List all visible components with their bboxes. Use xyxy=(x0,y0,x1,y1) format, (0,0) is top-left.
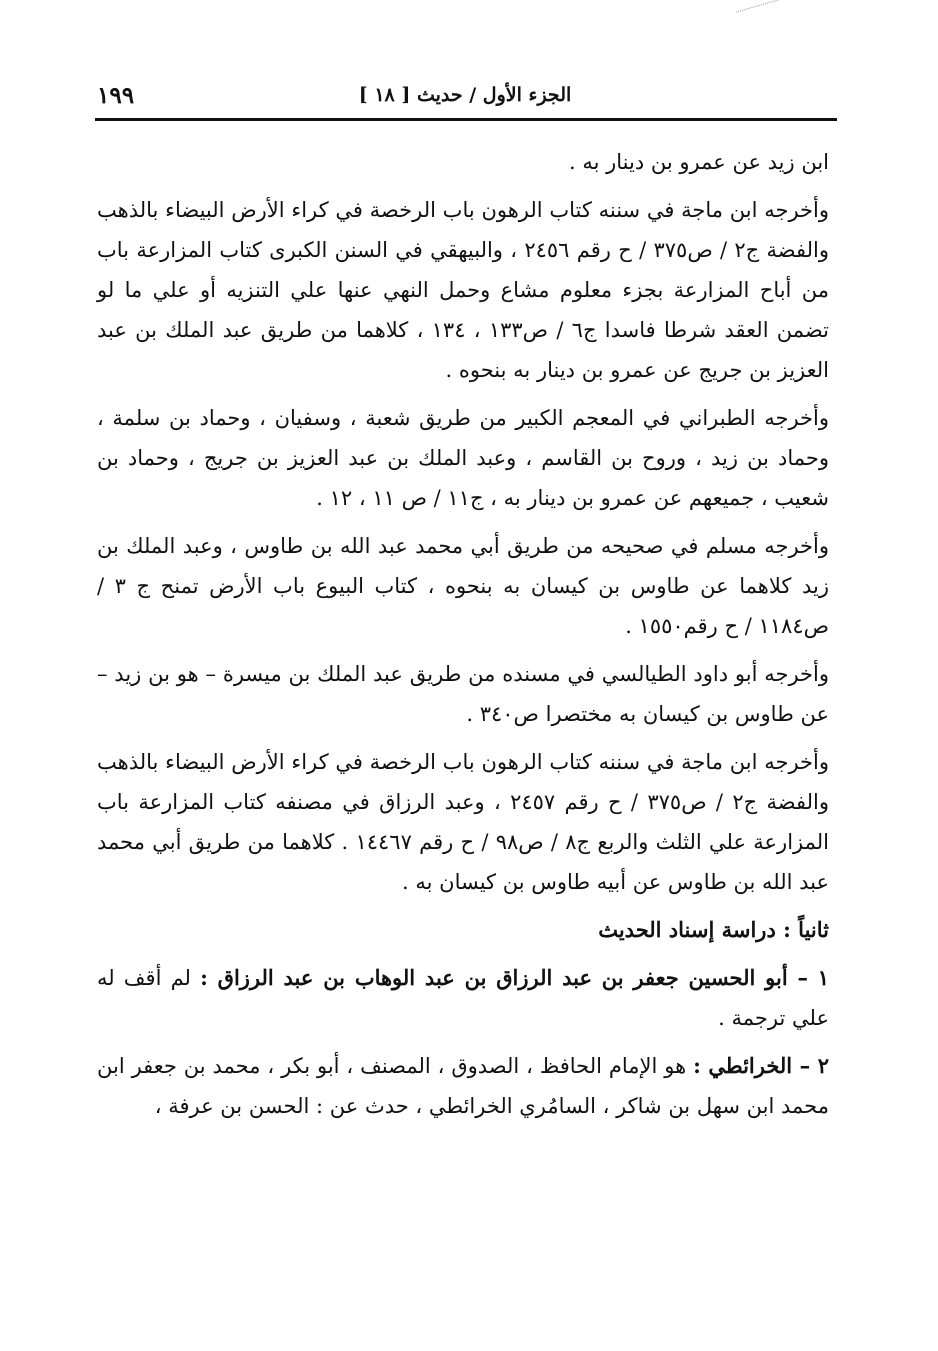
paragraph: وأخرجه ابن ماجة في سننه كتاب الرهون باب الرخصة في كراء الأرض البيضاء بالذهب والفضة ج٢ / ص٣٧٥ / ح رقم ٢٤٥٦ ، والبيهقي في السنن الكبرى كتاب المزارعة باب من أباح المزارعة بجزء معلوم مشاع وحمل النهي عنها علي التنزيه أو علي ما لو تضمن العقد شرطا فاسدا ج٦ / ص١٣٣ ، ١٣٤ ، كلاهما من طريق عبد الملك بن عبد العزيز بن جريج عن عمرو بن دينار به بنحوه . xyxy=(97,198,830,382)
paragraph: وأخرجه مسلم في صحيحه من طريق أبي محمد عبد الله بن طاوس ، وعبد الملك بن زيد كلاهما عن طاوس بن كيسان به بنحوه ، كتاب البيوع باب الأرض تمنح ج ٣ / ص١١٨٤ / ح رقم١٥٥٠ . xyxy=(97,534,829,638)
paragraph: وأخرجه أبو داود الطيالسي في مسنده من طريق عبد الملك بن ميسرة – هو بن زيد – عن طاوس بن كيسان به مختصرا ص٣٤٠ . xyxy=(97,662,829,726)
body-text xyxy=(97,142,829,1134)
header-rule xyxy=(95,118,837,121)
paragraph: وأخرجه ابن ماجة في سننه كتاب الرهون باب الرخصة في كراء الأرض البيضاء بالذهب والفضة ج٢ / ص٣٧٥ / ح رقم ٢٤٥٧ ، وعبد الرزاق في مصنفه كتاب المزارعة باب المزارعة علي الثلث والربع ج٨ / ص٩٨ / ح رقم ١٤٤٦٧ . كلاهما من طريق أبي محمد عبد الله بن طاوس عن أبيه طاوس بن كيسان به . xyxy=(97,750,830,894)
narrator-entry xyxy=(97,958,829,1038)
running-title: الجزء الأول / حديث [ ١٨ ] xyxy=(358,84,572,106)
narrator-entry xyxy=(97,1046,829,1126)
narrator-text: لم أقف له علي ترجمة . xyxy=(97,966,829,1030)
narrator-text: هو الإمام الحافظ ، الصدوق ، المصنف ، أبو بكر ، محمد بن جعفر ابن محمد ابن سهل بن شاكر ، السامُري الخرائطي ، حدث عن : الحسن بن عرفة ، xyxy=(97,1054,829,1118)
narrator-name: ٢ – الخرائطي : xyxy=(693,1053,829,1078)
page-number: ١٩٩ xyxy=(97,82,135,109)
scan-mark xyxy=(736,0,789,13)
narrator-name: ١ – أبو الحسين جعفر بن عبد الرزاق بن عبد الوهاب بن عبد الرزاق : xyxy=(200,965,830,990)
paragraph: ابن زيد عن عمرو بن دينار به . xyxy=(569,150,829,174)
page-header xyxy=(95,82,835,116)
paragraph: وأخرجه الطبراني في المعجم الكبير من طريق شعبة ، وسفيان ، وحماد بن سلمة ، وحماد بن زيد ، وروح بن القاسم ، وعبد الملك بن عبد العزيز بن جريج ، وحماد بن شعيب ، جميعهم عن عمرو بن دينار به ، ج١١ / ص ١١ ، ١٢ . xyxy=(97,406,829,510)
section-heading: ثانياً : دراسة إسناد الحديث xyxy=(598,917,829,942)
